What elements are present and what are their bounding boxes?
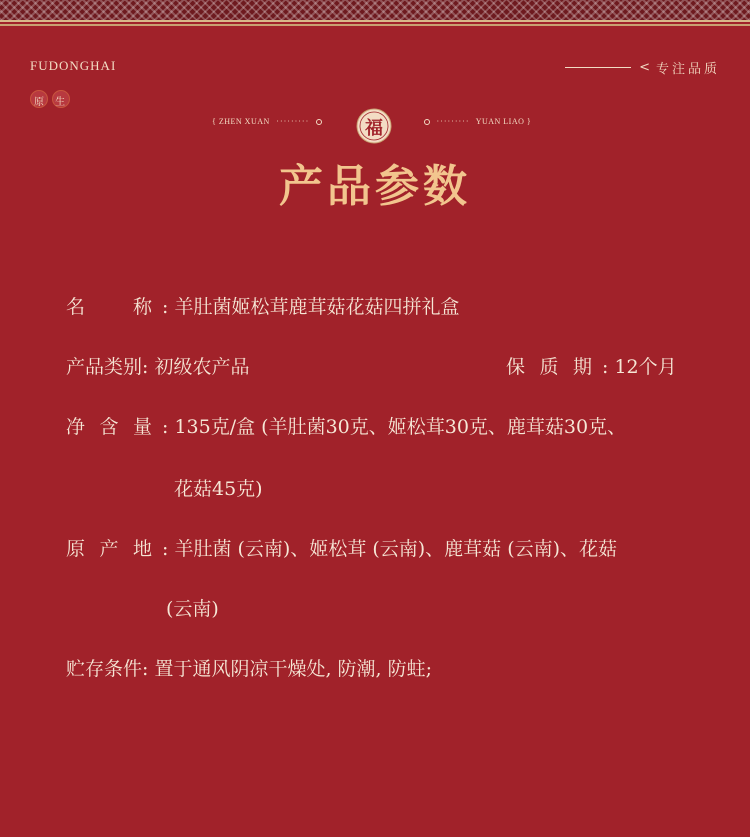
ornament-left-text: { ZHEN XUAN: [212, 117, 270, 126]
quality-tag-text: 专注品质: [655, 62, 720, 77]
ornament-right-text: YUAN LIAO }: [475, 117, 532, 126]
spec-colon: :: [602, 356, 609, 378]
spec-label: 原 产 地: [66, 538, 152, 560]
spec-label: 产品类别: [66, 356, 143, 378]
spec-colon: :: [162, 296, 169, 318]
divider-line: [565, 67, 631, 68]
brand-name: FUDONGHAI: [30, 58, 117, 73]
quality-tag: [565, 58, 720, 77]
spec-row-storage: [66, 654, 432, 681]
origin-badge-text: 原 生: [34, 97, 70, 108]
spec-row-shelf-life: [506, 352, 677, 379]
spec-value: 羊肚菌 (云南)、姬松茸 (云南)、鹿茸菇 (云南)、花菇: [174, 538, 618, 560]
ornament-left: [212, 117, 322, 126]
spec-value-continued: 花菇45克): [174, 478, 263, 500]
origin-badge: [30, 90, 70, 108]
ring-icon: [424, 119, 430, 125]
title-ornament: [0, 108, 750, 138]
spec-value: 135克/盒 (羊肚菌30克、姬松茸30克、鹿茸菇30克、: [174, 416, 627, 438]
ornament-dots: ·········: [276, 117, 310, 126]
fu-seal-icon: [356, 108, 392, 144]
spec-colon: :: [162, 538, 169, 560]
ring-icon: [316, 119, 322, 125]
spec-label: 保 质 期: [506, 356, 592, 378]
spec-row-net-content: [66, 412, 626, 439]
spec-row-name: [66, 292, 459, 319]
page-title: 产品参数: [279, 161, 471, 212]
spec-value: 置于通风阴凉干燥处, 防潮, 防蛀;: [154, 658, 433, 680]
spec-colon: :: [142, 658, 149, 680]
spec-value: 初级农产品: [154, 356, 250, 378]
spec-value: 12个月: [614, 356, 677, 378]
spec-colon: :: [162, 416, 169, 438]
ornament-right: [424, 117, 531, 126]
spec-label: 名 称: [66, 296, 152, 318]
spec-row-origin: [66, 534, 617, 561]
spec-label: 贮存条件: [66, 658, 143, 680]
fu-character: 福: [365, 118, 383, 139]
spec-value-continued: (云南): [166, 598, 219, 620]
spec-value: 羊肚菌姬松茸鹿茸菇花菇四拼礼盒: [174, 296, 460, 318]
spec-colon: :: [142, 356, 149, 378]
spec-label: 净 含 量: [66, 416, 152, 438]
ornament-dots: ·········: [436, 117, 470, 126]
spec-row-category: [66, 352, 249, 379]
decorative-border-band: [0, 0, 750, 22]
chevron-left-icon: <: [639, 60, 650, 75]
